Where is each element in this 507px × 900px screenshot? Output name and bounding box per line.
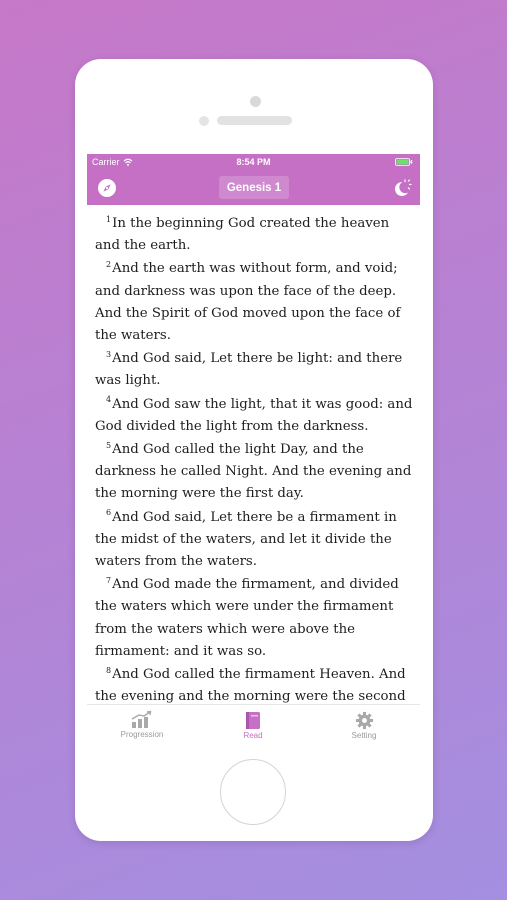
verse-text: And God saw the light, that it was good: and God divided the light from the darkness. — [95, 396, 413, 434]
tab-read-label: Read — [243, 731, 263, 740]
night-mode-icon[interactable] — [390, 178, 412, 200]
chart-icon — [131, 711, 153, 729]
front-camera — [250, 96, 261, 107]
verse-text: And God called the firmament Heaven. And the evening and the morning were the second — [95, 667, 406, 705]
verse-2[interactable] — [95, 258, 413, 347]
verse-text: And God said, Let there be a firmament in the midst of the waters, and let it divide the waters from the waters. — [95, 509, 397, 570]
proximity-sensor — [199, 116, 209, 126]
chapter-title: Genesis 1 — [226, 181, 282, 194]
carrier-label: Carrier — [92, 157, 120, 167]
chapter-selector-button[interactable] — [219, 176, 289, 199]
verse-text: And the earth was without form, and void; and darkness was upon the face of the deep. And the Spirit of God moved upon the face of the waters. — [95, 261, 401, 344]
tab-bar — [87, 704, 420, 755]
verse-number: 8 — [106, 665, 112, 675]
tab-progression[interactable] — [87, 705, 197, 755]
battery-icon — [395, 158, 413, 166]
verse-number: 7 — [106, 575, 112, 585]
navigation-bar — [87, 171, 420, 205]
phone-frame — [75, 59, 433, 841]
app-screen — [87, 154, 420, 754]
tab-setting-label: Setting — [351, 731, 377, 740]
tab-read[interactable] — [198, 705, 308, 755]
verse-1[interactable] — [95, 213, 413, 257]
verse-text: And God called the light Day, and the darkness he called Night. And the evening and the morning were the first day. — [95, 442, 412, 502]
status-bar — [87, 154, 420, 171]
home-button[interactable] — [220, 759, 286, 825]
scripture-text-area[interactable] — [87, 205, 420, 704]
book-icon — [244, 711, 262, 730]
verse-7[interactable] — [95, 574, 413, 663]
verse-number: 6 — [106, 508, 112, 518]
compass-icon[interactable] — [97, 178, 117, 198]
verse-number: 1 — [106, 214, 112, 224]
verse-number: 5 — [106, 440, 112, 450]
verse-text: In the beginning God created the heaven and the earth. — [95, 216, 390, 254]
gear-icon — [355, 711, 374, 730]
verse-number: 4 — [106, 395, 112, 405]
status-time: 8:54 PM — [236, 157, 271, 167]
verse-4[interactable] — [95, 394, 413, 438]
verse-5[interactable] — [95, 439, 413, 506]
verse-text: And God made the firmament, and divided the waters which were under the firmament from the waters which were above the firmament: and it was so. — [95, 577, 399, 659]
verse-number: 2 — [106, 259, 112, 269]
verse-number: 3 — [106, 349, 112, 359]
tab-progression-label: Progression — [120, 730, 164, 739]
earpiece-speaker — [217, 116, 292, 125]
verse-6[interactable] — [95, 507, 413, 574]
verse-3[interactable] — [95, 348, 413, 392]
verse-text: And God said, Let there be light: and there was light. — [95, 351, 403, 389]
tab-setting[interactable] — [309, 705, 419, 755]
